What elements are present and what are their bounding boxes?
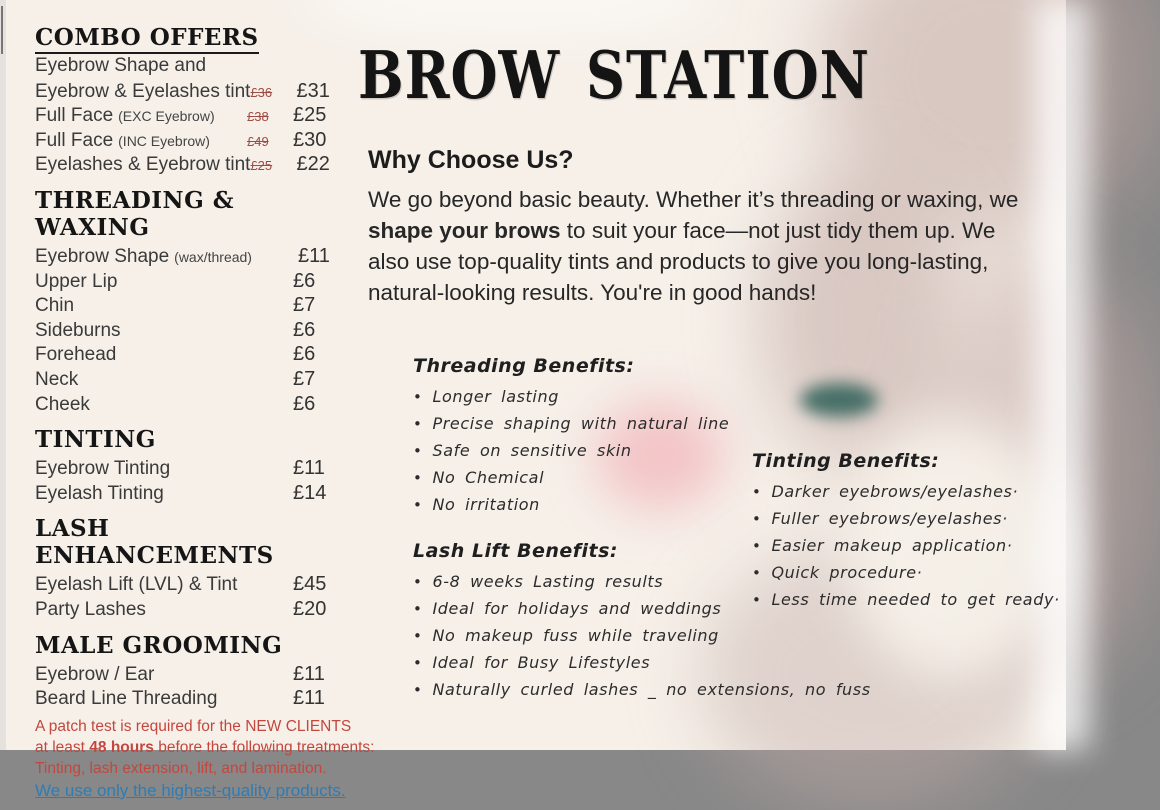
benefit-text: Longer lasting bbox=[432, 387, 559, 406]
menu-row bbox=[35, 368, 337, 393]
service-name: Eyebrow Tinting bbox=[35, 458, 171, 480]
service-name: Eyelash Tinting bbox=[35, 482, 164, 504]
service-name: Eyebrow Shape and bbox=[35, 55, 207, 76]
bullet-icon: • bbox=[413, 388, 423, 406]
service-name: Sideburns bbox=[35, 319, 121, 341]
price: £11 bbox=[293, 662, 325, 685]
benefit-text: No makeup fuss while traveling bbox=[432, 626, 719, 645]
menu-row bbox=[35, 294, 337, 319]
price: £7 bbox=[293, 367, 316, 390]
service-name: Neck bbox=[35, 368, 79, 390]
service-name: Eyelash Lift (LVL) & Tint bbox=[35, 574, 238, 596]
benefit-item bbox=[413, 469, 743, 487]
service-name: Eyebrow / Ear bbox=[35, 663, 155, 685]
service-detail: (INC Eyebrow) bbox=[118, 132, 210, 149]
price-list bbox=[35, 24, 375, 801]
benefit-item bbox=[413, 388, 743, 406]
service-name: Beard Line Threading bbox=[35, 688, 218, 710]
lash-lift-benefits-heading: Lash Lift Benefits: bbox=[413, 540, 619, 562]
menu-row bbox=[35, 663, 337, 688]
bullet-icon: • bbox=[413, 654, 423, 672]
price: £11 bbox=[297, 244, 330, 267]
benefit-text: Quick procedure· bbox=[771, 563, 923, 582]
why-choose-us-text: We go beyond basic beauty. Whether it’s threading or waxing, we shape your brows to suit your face—not just tidy them up. We also use top-quality tints and products to give you long-lasting, natural-looking results. You're in good hands! bbox=[368, 187, 1019, 305]
benefit-item bbox=[413, 442, 743, 460]
menu-row bbox=[35, 393, 337, 418]
bullet-icon: • bbox=[752, 591, 762, 609]
service-name: Chin bbox=[35, 295, 75, 317]
menu-row bbox=[35, 153, 337, 178]
benefit-text: 6-8 weeks Lasting results bbox=[432, 572, 664, 591]
price: £20 bbox=[293, 597, 327, 620]
service-name: Eyelashes & Eyebrow tint bbox=[35, 154, 251, 176]
tinting-benefits-heading: Tinting Benefits: bbox=[752, 450, 940, 472]
benefit-text: No irritation bbox=[432, 495, 540, 514]
price: £45 bbox=[293, 573, 327, 596]
bullet-icon: • bbox=[752, 510, 762, 528]
section-heading-tinting: TINTING bbox=[35, 426, 156, 454]
benefit-item bbox=[413, 415, 743, 433]
why-choose-us-heading: Why Choose Us? bbox=[368, 146, 574, 174]
price: £22 bbox=[296, 153, 330, 176]
menu-row bbox=[35, 319, 337, 344]
benefit-text: Precise shaping with natural line bbox=[432, 414, 730, 433]
bullet-icon: • bbox=[413, 573, 423, 591]
section-heading-male-grooming: MALE GROOMING bbox=[35, 631, 283, 659]
price: £6 bbox=[293, 343, 316, 366]
notice-48-hours: 48 hours bbox=[89, 738, 154, 756]
service-name: Full Face bbox=[35, 129, 114, 151]
benefit-item bbox=[413, 573, 843, 591]
benefit-item bbox=[413, 654, 843, 672]
benefit-item bbox=[413, 600, 843, 618]
price: £31 bbox=[296, 79, 330, 102]
menu-row bbox=[35, 270, 337, 295]
service-name: Upper Lip bbox=[35, 270, 118, 292]
menu-row bbox=[35, 343, 337, 368]
bullet-icon: • bbox=[413, 681, 423, 699]
benefit-text: Darker eyebrows/eyelashes· bbox=[771, 482, 1019, 501]
section-heading-threading-waxing: THREADING & WAXING bbox=[35, 186, 234, 241]
menu-row bbox=[35, 482, 337, 507]
price: £6 bbox=[293, 318, 316, 341]
benefit-text: Fuller eyebrows/eyelashes· bbox=[771, 509, 1008, 528]
price: £14 bbox=[293, 481, 327, 504]
threading-benefits-section bbox=[413, 355, 743, 523]
price: £11 bbox=[293, 457, 325, 480]
notice-line: A patch test is required for the NEW CLIENTS bbox=[35, 717, 352, 735]
notice-line: Tinting, lash extension, lift, and lamination. bbox=[35, 759, 327, 777]
price: £25 bbox=[293, 104, 327, 127]
bullet-icon: • bbox=[413, 442, 423, 460]
service-detail: (EXC Eyebrow) bbox=[118, 108, 215, 125]
benefit-text: Ideal for holidays and weddings bbox=[432, 599, 722, 618]
benefit-text: Naturally curled lashes _ no extensions, no fuss bbox=[432, 680, 871, 699]
benefit-text: No Chemical bbox=[432, 468, 545, 487]
threading-benefits-heading: Threading Benefits: bbox=[413, 355, 635, 377]
price: £6 bbox=[293, 392, 316, 415]
service-name: Party Lashes bbox=[35, 598, 146, 620]
menu-row bbox=[35, 55, 337, 80]
benefit-item bbox=[413, 627, 843, 645]
section-heading-combo-offers: COMBO OFFERS bbox=[35, 24, 337, 51]
bullet-icon: • bbox=[752, 537, 762, 555]
bullet-icon: • bbox=[413, 415, 423, 433]
benefit-item bbox=[752, 510, 1064, 528]
menu-row bbox=[35, 457, 337, 482]
quality-products-link[interactable]: We use only the highest-quality products. bbox=[35, 780, 346, 800]
old-price: £36 bbox=[250, 84, 273, 100]
menu-row bbox=[35, 80, 337, 105]
section-heading-lash-enhancements: LASH ENHANCEMENTS bbox=[35, 515, 274, 570]
menu-row bbox=[35, 104, 337, 129]
why-choose-us-section bbox=[368, 146, 1026, 308]
benefit-text: Safe on sensitive skin bbox=[432, 441, 632, 460]
price: £30 bbox=[293, 128, 327, 151]
patch-test-notice bbox=[35, 716, 375, 779]
benefit-item bbox=[413, 680, 871, 699]
bullet-icon: • bbox=[413, 496, 423, 514]
bullet-icon: • bbox=[413, 469, 423, 487]
service-detail: (wax/thread) bbox=[174, 248, 252, 265]
menu-row bbox=[35, 687, 337, 712]
bullet-icon: • bbox=[413, 600, 423, 618]
menu-row bbox=[35, 573, 337, 598]
notice-line: at least 48 hours before the following treatments: bbox=[35, 738, 375, 756]
old-price: £38 bbox=[247, 109, 269, 125]
benefit-item bbox=[413, 496, 743, 514]
service-name: Forehead bbox=[35, 344, 117, 366]
service-name: Cheek bbox=[35, 393, 90, 415]
price: £7 bbox=[293, 294, 316, 317]
menu-row bbox=[35, 598, 337, 623]
benefit-text: Ideal for Busy Lifestyles bbox=[432, 653, 651, 672]
menu-row bbox=[35, 129, 337, 154]
old-price: £25 bbox=[250, 158, 273, 174]
benefit-text: Less time needed to get ready· bbox=[771, 590, 1060, 609]
bullet-icon: • bbox=[413, 627, 423, 645]
bullet-icon: • bbox=[752, 483, 762, 501]
bullet-icon: • bbox=[752, 564, 762, 582]
price: £11 bbox=[293, 687, 325, 710]
menu-row bbox=[35, 245, 337, 270]
service-name: Eyebrow & Eyelashes tint bbox=[35, 80, 251, 102]
shape-your-brows-emphasis: shape your brows bbox=[368, 218, 561, 243]
benefit-text: Easier makeup application· bbox=[771, 536, 1013, 555]
service-name: Eyebrow Shape bbox=[35, 245, 170, 267]
benefit-item bbox=[752, 483, 1064, 501]
service-name: Full Face bbox=[35, 105, 114, 127]
old-price: £49 bbox=[247, 133, 269, 149]
price: £6 bbox=[293, 269, 316, 292]
page-title: BROW STATION bbox=[358, 36, 871, 115]
